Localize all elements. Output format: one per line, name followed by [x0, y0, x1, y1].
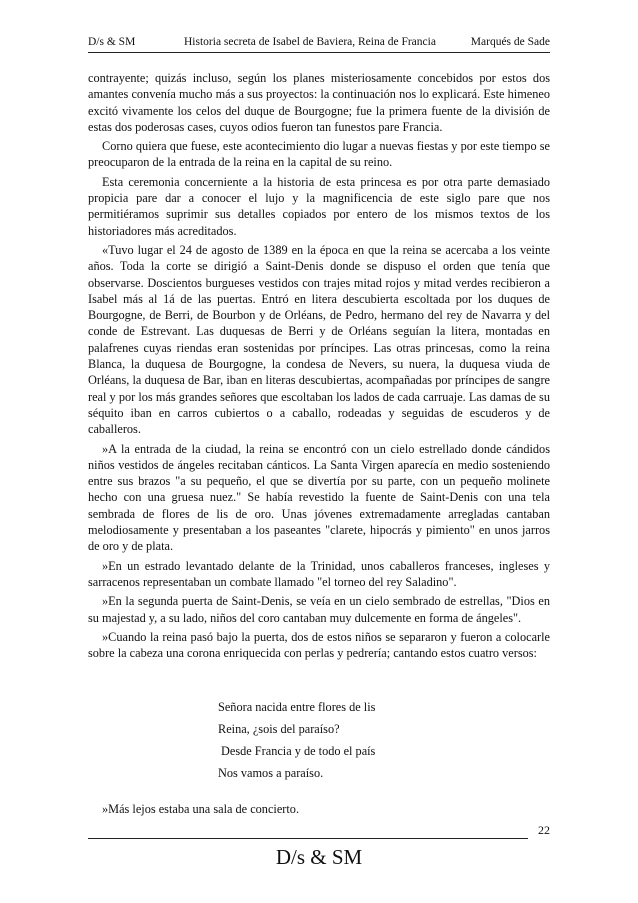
paragraph: Corno quiera que fuese, este acontecimiento dio lugar a nuevas fiestas y por este tiempo se preocuparon de la entrada de la reina en la capital de su reino. [88, 139, 550, 170]
paragraph: contrayente; quizás incluso, según los planes misteriosamente concebidos por estos dos amantes convenía mucho más a sus proyectos: la continuación nos lo explicará. Este himeneo excitó vivamente los celos del duque de Bourgogne; fue la primera fuente de la división de estas dos poderosas cases, cuyos odios fueron tan funestos pare Francia. [88, 71, 550, 134]
header-rule [88, 52, 550, 53]
paragraph: »Cuando la reina pasó bajo la puerta, dos de estos niños se separaron y fueron a colocarle sobre la cabeza una corona enriquecida con perlas y pedrería; cantando estos cuatro versos: [88, 629, 550, 661]
page-header [88, 34, 550, 50]
paragraph: «Tuvo lugar el 24 de agosto de 1389 en la época en que la reina se acercaba a los veinte años. Toda la corte se dirigió a Saint-Denis donde se dispuso el orden que tenía que observarse. Doscientos burgueses vestidos con trajes mitad rojos y mitad verdes recibieron a Isabel más al 1á de las puertas. Entró en litera descubierta escoltada por los duques de Bourgogne, de Berri, de Bourbon y de Orléans, de Pedro, hermano del rey de Navarra y del conde de Estrevant. Las duquesas de Berri y de Orléans seguían la litera, montadas en palafrenes cuyas riendas eran sostenidas por príncipes. Las otras princesas, como la reina Blanca, la duquesa de Bourgogne, la condesa de Nevers, su nuera, la duquesa viuda de Orléans, la duquesa de Bar, iban en literas descubiertas, acompañadas por príncipes de sangre real y por los más grandes señores que escoltaban los lados de cada carruaje. Las damas de su séquito iban en carros cubiertos o a caballo, rodeadas y seguidas de escuderos y de caballeros. [88, 242, 550, 437]
verse-line: Nos vamos a paraíso. [218, 766, 324, 780]
last-paragraph: »Más lejos estaba una sala de concierto. [102, 802, 300, 816]
header-title: Historia secreta de Isabel de Baviera, Reina de Francia [184, 36, 436, 48]
page-number: 22 [538, 823, 550, 837]
verse-block [218, 696, 375, 784]
paragraph: Esta ceremonia concerniente a la historia de esta princesa es por otra parte demasiado propicia pare dar a conocer el lujo y la magnificencia de este siglo pare que nos permitiéramos suprimir sus detalles copiados por entero de los mismos textos de los historiadores más acreditados. [88, 174, 550, 238]
paragraph: »En un estrado levantado delante de la Trinidad, unos caballeros franceses, ingleses y sarracenos representaban un combate llamado "el torneo del rey Saladino". [88, 558, 550, 589]
footer-rule [88, 838, 528, 839]
header-left: D/s & SM [88, 36, 136, 48]
paragraph: »En la segunda puerta de Saint-Denis, se veía en un cielo sembrado de estrellas, "Dios en su majestad y, a su lado, niños del coro cantaban muy dulcemente en forma de ángeles". [88, 594, 550, 625]
header-author: Marqués de Sade [470, 36, 550, 48]
verse-line: Señora nacida entre flores de lis [218, 700, 376, 714]
verse-line: Desde Francia y de todo el país [221, 744, 376, 758]
paragraph: »A la entrada de la ciudad, la reina se encontró con un cielo estrellado donde cándidos niños vestidos de ángeles recitaban cánticos. La Santa Virgen aparecía en medio sosteniendo entre sus brazos "a su pequeño, el que se divertía por su parte, con un pequeño molinete hecho con una gruesa nuez." Se había revestido la fuente de Saint-Denis con una tela sembrada de flores de lis de oro. Unas jóvenes extremadamente arregladas cantaban melodiosamente y presentaban a los paseantes "clarete, hipocrás y pimiento" en unos jarros de oro y de plata. [88, 441, 550, 554]
body-text [88, 70, 550, 664]
verse-line: Reina, ¿sois del paraíso? [218, 722, 340, 736]
footer-title: D/s & SM [275, 845, 363, 869]
